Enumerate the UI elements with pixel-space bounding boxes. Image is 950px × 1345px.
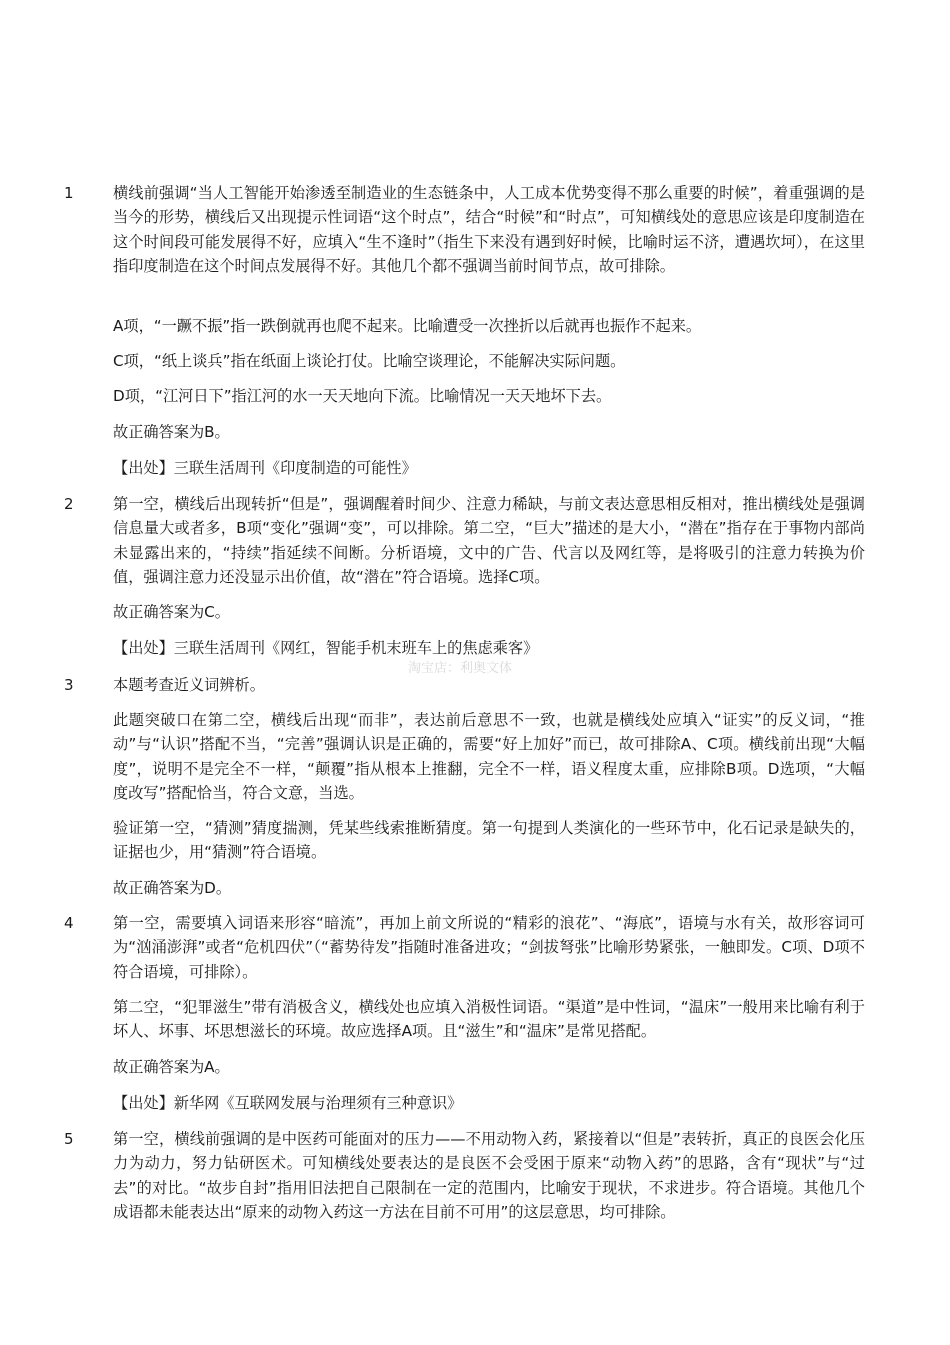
source-citation: 【出处】三联生活周刊《网红，智能手机末班车上的焦虑乘客》	[113, 639, 539, 657]
correct-answer: 故正确答案为B。	[113, 423, 230, 441]
item-number: 1	[64, 184, 74, 202]
watermark: 淘宝店：利奥文体	[408, 661, 513, 676]
explanation-paragraph: 第一空，需要填入词语来形容“暗流”，再加上前文所说的“精彩的浪花”、“海底”，语境与水有关，故形容词可为“汹涌澎湃”或者“危机四伏”（“蓄势待发”指随时准备进攻；“剑拔弩张”比喻形势紧张，一触即发。C项、D项不符合语境，可排除）。	[113, 914, 865, 981]
explanation-paragraph-2: 第二空，“犯罪滋生”带有消极含义，横线处也应填入消极性词语。“渠道”是中性词，“温床”一般用来比喻有利于坏人、坏事、坏思想滋长的环境。故应选择A项。且“滋生”和“温床”是常见搭配。	[113, 998, 865, 1041]
item-number: 5	[64, 1130, 74, 1148]
option-c-note: C项，“纸上谈兵”指在纸面上谈论打仗。比喻空谈理论，不能解决实际问题。	[113, 352, 626, 370]
explanation-paragraph: 第一空，横线前强调的是中医药可能面对的压力——不用动物入药，紧接着以“但是”表转折，真正的良医会化压力为动力，努力钻研医术。可知横线处要表达的是良医不会受困于原来“动物入药”的思路，含有“现状”与“过去”的对比。“故步自封”指用旧法把自己限制在一定的范围内，比喻安于现状，不求进步。符合语境。其他几个成语都未能表达出“原来的动物入药这一方法在目前不可用”的这层意思，均可排除。	[113, 1130, 865, 1222]
option-a-note: A项，“一蹶不振”指一跌倒就再也爬不起来。比喻遭受一次挫折以后就再也振作不起来。	[113, 317, 702, 335]
correct-answer: 故正确答案为C。	[113, 603, 230, 621]
item-number: 3	[64, 676, 74, 694]
source-citation: 【出处】新华网《互联网发展与治理须有三种意识》	[113, 1094, 463, 1112]
item-number: 2	[64, 495, 74, 513]
correct-answer: 故正确答案为A。	[113, 1058, 230, 1076]
explanation-paragraph: 此题突破口在第二空，横线后出现“而非”，表达前后意思不一致，也就是横线处应填入“证实”的反义词，“推动”与“认识”搭配不当，“完善”强调认识是正确的，需要“好上加好”而已，故可排除A、C项。横线前出现“大幅度”，说明不是完全不一样，“颠覆”指从根本上推翻，完全不一样，语义程度太重，应排除B项。D选项，“大幅度改写”搭配恰当，符合文意，当选。	[113, 711, 865, 803]
explanation-intro: 本题考查近义词辨析。	[113, 676, 265, 694]
explanation-paragraph: 第一空，横线后出现转折“但是”，强调醒着时间少、注意力稀缺，与前文表达意思相反相对，推出横线处是强调信息量大或者多，B项“变化”强调“变”，可以排除。第二空，“巨大”描述的是大小，“潜在”指存在于事物内部尚未显露出来的，“持续”指延续不间断。分析语境，文中的广告、代言以及网红等，是将吸引的注意力转换为价值，强调注意力还没显示出价值，故“潜在”符合语境。选择C项。	[113, 495, 865, 587]
correct-answer: 故正确答案为D。	[113, 879, 232, 897]
explanation-paragraph: 横线前强调“当人工智能开始渗透至制造业的生态链条中，人工成本优势变得不那么重要的时候”，着重强调的是当今的形势，横线后又出现提示性词语“这个时点”，结合“时候”和“时点”，可知横线处的意思应该是印度制造在这个时间段可能发展得不好，应填入“生不逢时”（指生下来没有遇到好时候，比喻时运不济，遭遇坎坷），在这里指印度制造在这个时间点发展得不好。其他几个都不强调当前时间节点，故可排除。	[113, 184, 865, 276]
item-number: 4	[64, 914, 74, 932]
source-citation: 【出处】三联生活周刊《印度制造的可能性》	[113, 459, 417, 477]
verification-paragraph: 验证第一空，“猜测”猜度揣测，凭某些线索推断猜度。第一句提到人类演化的一些环节中，化石记录是缺失的，证据也少，用“猜测”符合语境。	[113, 819, 865, 862]
option-d-note: D项，“江河日下”指江河的水一天天地向下流。比喻情况一天天地坏下去。	[113, 387, 612, 405]
